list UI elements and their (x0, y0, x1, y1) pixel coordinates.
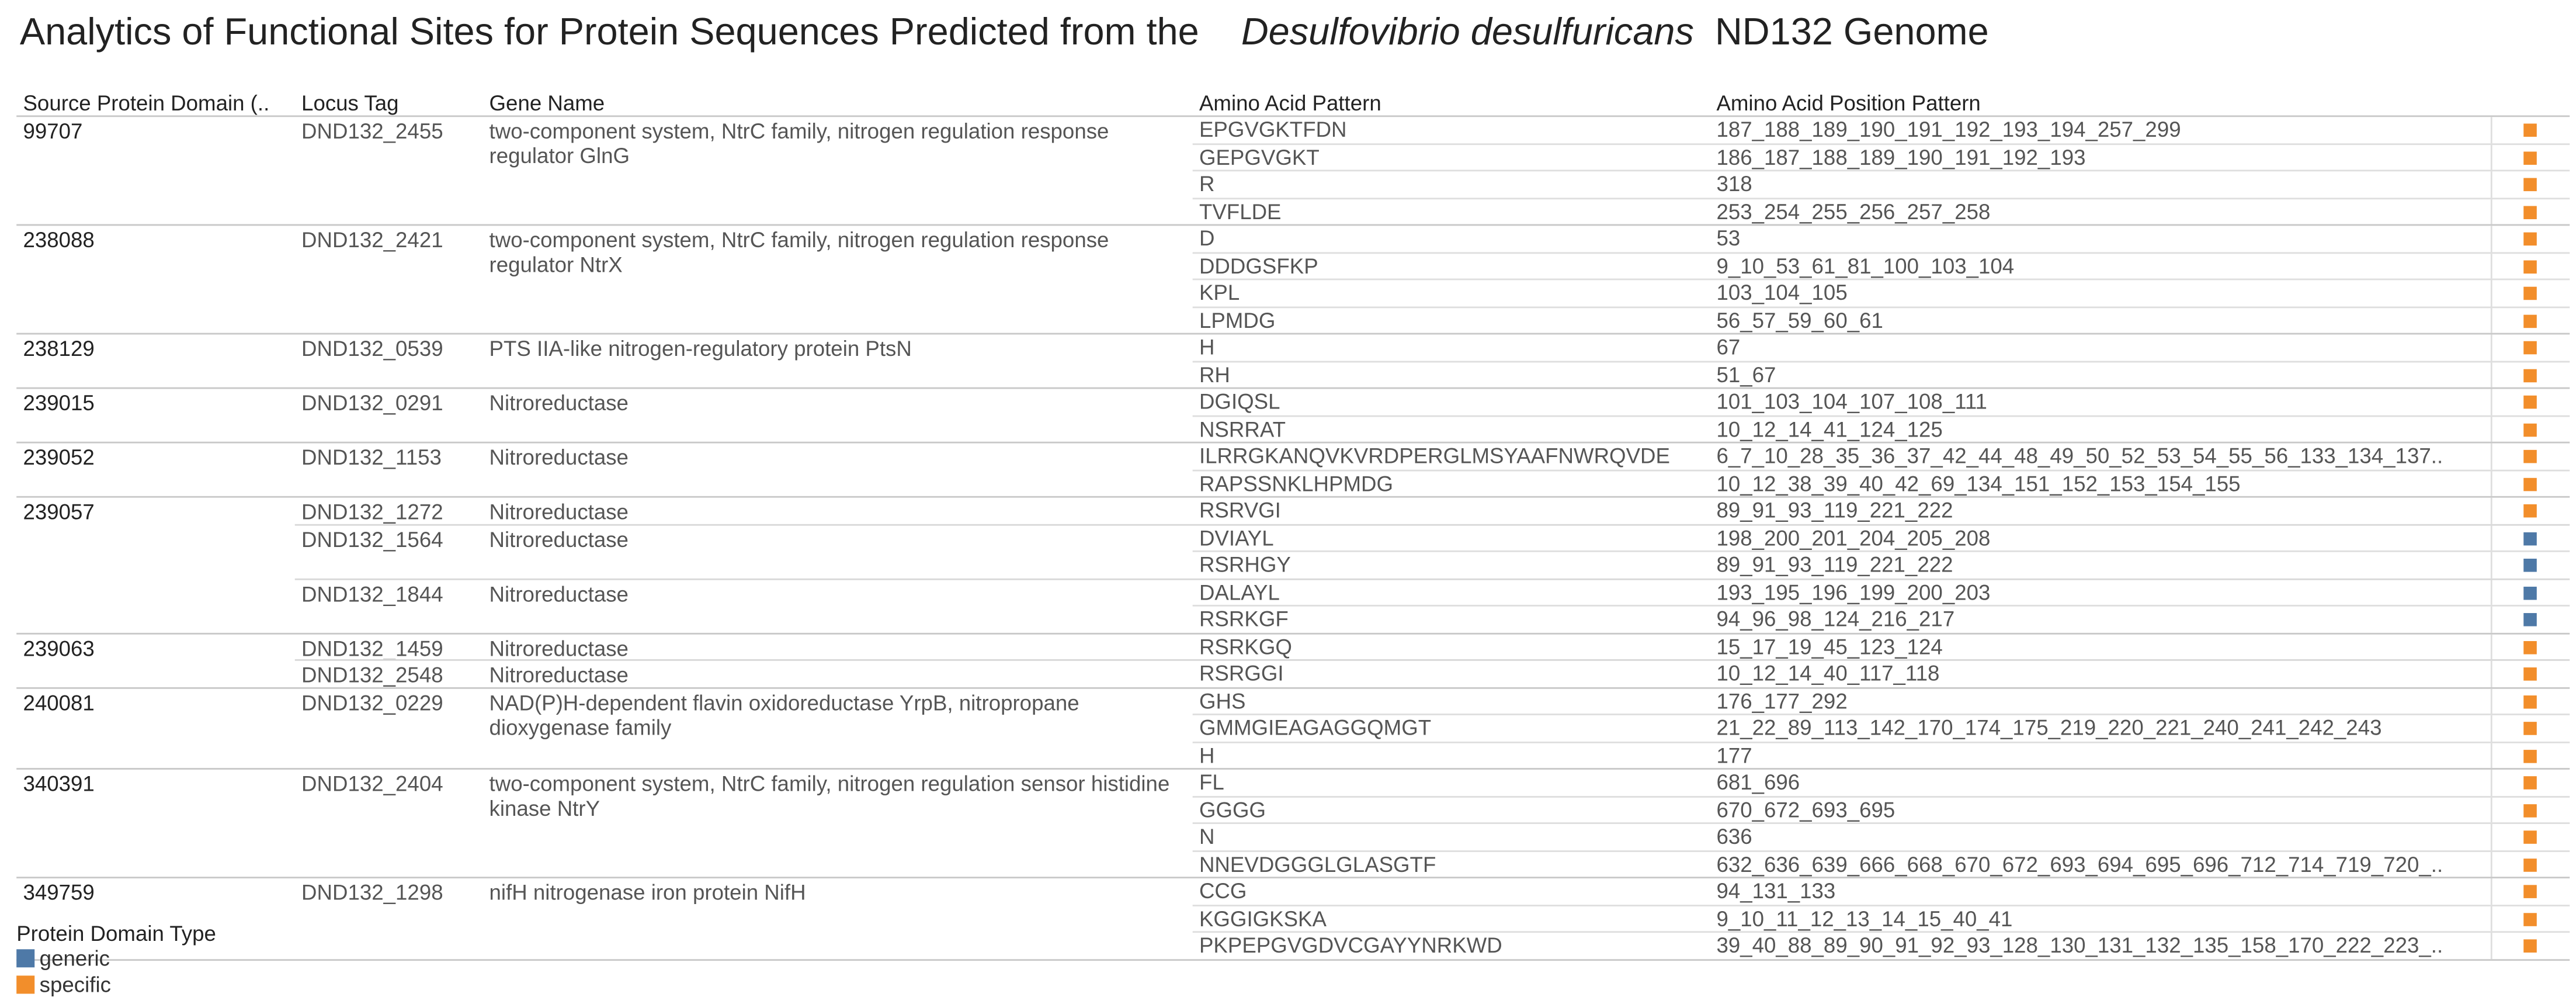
amino-acid-position-cell: 177 (1716, 742, 1752, 767)
domain-type-mark-specific[interactable] (2523, 151, 2537, 164)
domain-type-mark-specific[interactable] (2523, 641, 2537, 654)
header-gene-name[interactable]: Gene Name (489, 91, 605, 116)
locus-block (295, 878, 2570, 958)
source-domain-cell: 239063 (23, 635, 95, 660)
header-locus-tag[interactable]: Locus Tag (301, 91, 399, 116)
domain-type-mark-specific[interactable] (2523, 830, 2537, 844)
legend-swatch-generic (16, 949, 34, 967)
gene-name-cell: NAD(P)H-dependent flavin oxidoreductase YrpB, nitropropane dioxygenase family (489, 690, 1079, 739)
amino-acid-position-cell: 6_7_10_28_35_36_37_42_44_48_49_50_52_53_54_55_56_133_134_137.. (1716, 443, 2443, 468)
gene-name-cell: Nitroreductase (489, 445, 629, 470)
amino-acid-pattern-cell: GMMGIEAGAGGQMGT (1199, 715, 1432, 740)
gene-name-cell: Nitroreductase (489, 390, 629, 416)
legend-title: Protein Domain Type (16, 921, 216, 946)
amino-acid-position-cell: 10_12_14_41_124_125 (1716, 416, 1943, 441)
amino-acid-position-cell: 670_672_693_695 (1716, 797, 1895, 822)
amino-acid-pattern-cell: RH (1199, 361, 1230, 387)
domain-type-cell (2491, 797, 2571, 822)
domain-type-mark-specific[interactable] (2523, 477, 2537, 490)
locus-tag-cell: DND132_1844 (301, 581, 443, 606)
table-row[interactable] (1193, 117, 2570, 143)
table-row[interactable] (1193, 605, 2570, 632)
locus-tag-cell: DND132_2421 (301, 227, 443, 252)
table-row[interactable] (1193, 850, 2570, 877)
locus-block (295, 659, 2570, 687)
domain-type-mark-specific[interactable] (2523, 695, 2537, 708)
locus-tag-cell: DND132_2455 (301, 119, 443, 144)
domain-type-cell (2491, 770, 2571, 795)
amino-acid-pattern-cell: RSRVGI (1199, 497, 1281, 522)
locus-block (295, 389, 2570, 442)
domain-type-mark-specific[interactable] (2523, 504, 2537, 518)
domain-type-cell (2491, 525, 2571, 551)
domain-type-mark-specific[interactable] (2523, 341, 2537, 355)
locus-tag-cell: DND132_1298 (301, 880, 443, 905)
domain-type-cell (2491, 253, 2571, 279)
amino-acid-pattern-cell: GEPGVGKT (1199, 144, 1320, 169)
domain-type-cell (2491, 607, 2571, 632)
domain-type-mark-specific[interactable] (2523, 259, 2537, 273)
amino-acid-pattern-cell: DGIQSL (1199, 389, 1280, 414)
locus-block (295, 226, 2570, 333)
domain-type-mark-generic[interactable] (2523, 531, 2537, 545)
domain-type-cell (2491, 742, 2571, 768)
table-row[interactable] (1193, 579, 2570, 605)
gene-name-cell: Nitroreductase (489, 526, 629, 552)
gene-name-cell: Nitroreductase (489, 499, 629, 524)
amino-acid-pattern-cell: RSRKGF (1199, 606, 1289, 632)
source-domain-cell: 239057 (23, 499, 95, 524)
gene-name-cell: Nitroreductase (489, 635, 629, 660)
domain-type-mark-generic[interactable] (2523, 559, 2537, 572)
domain-type-cell (2491, 307, 2571, 333)
table-row[interactable] (1193, 469, 2570, 496)
amino-acid-position-cell: 94_131_133 (1716, 878, 1836, 903)
amino-acid-pattern-cell: KGGIGKSKA (1199, 905, 1327, 930)
amino-acid-pattern-cell: NNEVDGGGLGLASGTF (1199, 851, 1436, 876)
locus-block (295, 444, 2570, 496)
amino-acid-pattern-cell: RSRKGQ (1199, 633, 1292, 659)
locus-tag-cell: DND132_0291 (301, 390, 443, 416)
table-row[interactable] (1193, 878, 2570, 904)
table-row[interactable] (1193, 714, 2570, 741)
domain-type-cell (2491, 389, 2571, 415)
table-row[interactable] (1193, 197, 2570, 224)
amino-acid-position-cell: 89_91_93_119_221_222 (1716, 552, 1953, 577)
domain-group (16, 387, 2570, 442)
amino-acid-pattern-cell: KPL (1199, 280, 1240, 305)
domain-type-cell (2491, 906, 2571, 932)
source-domain-cell: 99707 (23, 119, 83, 144)
table-row[interactable] (1193, 931, 2570, 958)
amino-acid-pattern-cell: DVIAYL (1199, 525, 1274, 550)
amino-acid-pattern-cell: ILRRGKANQVKVRDPERGLMSYAAFNWRQVDE (1199, 443, 1670, 468)
title-prefix: Analytics of Functional Sites for Protein Sequences Predicted from the (19, 9, 1199, 53)
domain-group (16, 115, 2570, 224)
table-row[interactable] (1193, 822, 2570, 850)
source-domain-cell: 340391 (23, 771, 95, 797)
table-row[interactable] (1193, 143, 2570, 170)
locus-tag-cell: DND132_1272 (301, 499, 443, 524)
domain-type-mark-specific[interactable] (2523, 396, 2537, 409)
amino-acid-position-cell: 318 (1716, 171, 1752, 196)
locus-block (295, 117, 2570, 224)
amino-acid-position-cell: 15_17_19_45_123_124 (1716, 633, 1943, 659)
domain-type-mark-specific[interactable] (2523, 722, 2537, 735)
table-row[interactable] (1193, 389, 2570, 415)
amino-acid-position-cell: 636 (1716, 824, 1752, 849)
domain-group (16, 632, 2570, 686)
domain-type-mark-specific[interactable] (2523, 939, 2537, 953)
gene-name-cell: Nitroreductase (489, 662, 629, 687)
table-row[interactable] (1193, 795, 2570, 823)
amino-acid-position-cell: 56_57_59_60_61 (1716, 307, 1883, 333)
table-row[interactable] (1193, 770, 2570, 795)
domain-type-mark-specific[interactable] (2523, 287, 2537, 300)
amino-acid-pattern-cell: R (1199, 171, 1215, 196)
domain-type-cell (2491, 579, 2571, 605)
amino-acid-position-cell: 51_67 (1716, 361, 1776, 387)
amino-acid-position-cell: 10_12_14_40_117_118 (1716, 660, 1940, 686)
amino-acid-pattern-cell: DALAYL (1199, 579, 1280, 604)
gene-name-cell: PTS IIA-like nitrogen-regulatory protein PtsN (489, 336, 912, 361)
domain-type-mark-specific[interactable] (2523, 885, 2537, 898)
source-domain-cell: 349759 (23, 880, 95, 905)
locus-block (295, 633, 2570, 659)
domain-type-mark-specific[interactable] (2523, 749, 2537, 763)
domain-type-mark-specific[interactable] (2523, 178, 2537, 192)
amino-acid-position-cell: 681_696 (1716, 769, 1800, 795)
domain-type-cell (2491, 144, 2571, 170)
amino-acid-position-cell: 21_22_89_113_142_170_174_175_219_220_221_240_241_242_243 (1716, 715, 2382, 740)
domain-type-mark-specific[interactable] (2523, 667, 2537, 681)
amino-acid-position-cell: 187_188_189_190_191_192_193_194_257_299 (1716, 117, 2181, 142)
domain-type-mark-specific[interactable] (2523, 776, 2537, 790)
legend-item-specific[interactable] (16, 972, 111, 997)
domain-type-cell (2491, 878, 2571, 904)
locus-block (295, 523, 2570, 577)
amino-acid-position-cell: 67 (1716, 334, 1741, 359)
amino-acid-pattern-cell: RAPSSNKLHPMDG (1199, 470, 1394, 496)
amino-acid-pattern-cell: FL (1199, 769, 1224, 795)
locus-tag-cell: DND132_1564 (301, 526, 443, 552)
domain-type-mark-specific[interactable] (2523, 804, 2537, 817)
amino-acid-position-cell: 198_200_201_204_205_208 (1716, 525, 1991, 550)
amino-acid-position-cell: 94_96_98_124_216_217 (1716, 606, 1955, 632)
table-row[interactable] (1193, 251, 2570, 279)
domain-type-cell (2491, 715, 2571, 741)
legend-label-specific: specific (39, 972, 111, 998)
amino-acid-pattern-cell: RSRGGI (1199, 660, 1284, 686)
locus-tag-cell: DND132_1459 (301, 635, 443, 660)
amino-acid-position-cell: 39_40_88_89_90_91_92_93_128_130_131_132_135_158_170_222_223_.. (1716, 933, 2443, 958)
domain-type-cell (2491, 933, 2571, 958)
locus-tag-cell: DND132_1153 (301, 445, 442, 470)
amino-acid-position-cell: 186_187_188_189_190_191_192_193 (1716, 144, 2086, 169)
amino-acid-position-cell: 253_254_255_256_257_258 (1716, 198, 1991, 224)
amino-acid-pattern-cell: NSRRAT (1199, 416, 1286, 441)
gene-name-cell: two-component system, NtrC family, nitrogen regulation response regulator NtrX (489, 227, 1109, 277)
domain-type-cell (2491, 416, 2571, 442)
table-row[interactable] (1193, 551, 2570, 578)
domain-type-cell (2491, 633, 2571, 659)
table-row[interactable] (1193, 279, 2570, 306)
domain-type-cell (2491, 552, 2571, 578)
domain-type-mark-specific[interactable] (2523, 205, 2537, 219)
amino-acid-position-cell: 9_10_53_61_81_100_103_104 (1716, 252, 2015, 278)
amino-acid-position-cell: 193_195_196_199_200_203 (1716, 579, 1991, 604)
amino-acid-position-cell: 89_91_93_119_221_222 (1716, 497, 1953, 522)
table-row[interactable] (1193, 633, 2570, 659)
legend-swatch-specific (16, 975, 34, 993)
domain-type-mark-generic[interactable] (2523, 613, 2537, 626)
amino-acid-pattern-cell: D (1199, 226, 1215, 251)
amino-acid-pattern-cell: GHS (1199, 688, 1246, 713)
source-domain-cell: 240081 (23, 690, 95, 715)
domain-type-mark-specific[interactable] (2523, 858, 2537, 871)
title-species: Desulfovibrio desulfuricans (1241, 9, 1694, 53)
domain-group (16, 687, 2570, 768)
amino-acid-position-cell: 10_12_38_39_40_42_69_134_151_152_153_154_155 (1716, 470, 2241, 496)
header-amino-acid-position-pattern[interactable]: Amino Acid Position Pattern (1716, 91, 1981, 116)
chart-title (20, 8, 1989, 54)
title-suffix: ND132 Genome (1714, 9, 1989, 53)
gene-name-cell: two-component system, NtrC family, nitrogen regulation response regulator GlnG (489, 119, 1109, 168)
domain-type-mark-specific[interactable] (2523, 233, 2537, 246)
locus-block (295, 498, 2570, 524)
locus-tag-cell: DND132_0229 (301, 690, 443, 715)
source-domain-cell: 239015 (23, 390, 95, 416)
locus-block (295, 688, 2570, 768)
gene-name-cell: nifH nitrogenase iron protein NifH (489, 880, 806, 905)
domain-type-mark-specific[interactable] (2523, 912, 2537, 926)
locus-block (295, 770, 2570, 877)
table-row[interactable] (1193, 169, 2570, 197)
amino-acid-pattern-cell: CCG (1199, 878, 1247, 903)
source-domain-cell: 238129 (23, 336, 95, 361)
domain-type-cell (2491, 362, 2571, 387)
amino-acid-position-cell: 103_104_105 (1716, 280, 1848, 305)
legend-item-generic[interactable] (16, 946, 110, 971)
table-row[interactable] (1193, 525, 2570, 551)
source-domain-cell: 238088 (23, 227, 95, 252)
table-row[interactable] (1193, 688, 2570, 714)
header-amino-acid-pattern[interactable]: Amino Acid Pattern (1199, 91, 1381, 116)
domain-type-mark-generic[interactable] (2523, 586, 2537, 600)
amino-acid-pattern-cell: RSRHGY (1199, 552, 1291, 577)
amino-acid-pattern-cell: DDDGSFKP (1199, 252, 1318, 278)
domain-group (16, 768, 2570, 877)
table-row[interactable] (1193, 360, 2570, 387)
domain-type-cell (2491, 470, 2571, 496)
domain-type-mark-specific[interactable] (2523, 450, 2537, 463)
amino-acid-position-cell: 101_103_104_107_108_111 (1716, 389, 1987, 414)
source-domain-cell: 239052 (23, 445, 95, 470)
amino-acid-pattern-cell: N (1199, 824, 1215, 849)
gene-name-cell: Nitroreductase (489, 581, 629, 606)
amino-acid-pattern-cell: PKPEPGVGDVCGAYYNRKWD (1199, 933, 1502, 958)
amino-acid-pattern-cell: H (1199, 742, 1215, 767)
domain-group (16, 442, 2570, 496)
domain-type-cell (2491, 444, 2571, 469)
amino-acid-pattern-cell: LPMDG (1199, 307, 1276, 333)
locus-block (295, 577, 2570, 632)
table-row[interactable] (1193, 904, 2570, 932)
domain-type-cell (2491, 171, 2571, 197)
domain-group (16, 333, 2570, 387)
domain-type-cell (2491, 280, 2571, 306)
domain-type-cell (2491, 117, 2571, 143)
domain-type-mark-specific[interactable] (2523, 124, 2537, 137)
locus-block (295, 334, 2570, 387)
domain-group (16, 877, 2570, 958)
locus-tag-cell: DND132_2404 (301, 771, 443, 797)
table-row[interactable] (1193, 741, 2570, 768)
gene-name-cell: two-component system, NtrC family, nitrogen regulation sensor histidine kinase NtrY (489, 771, 1170, 821)
amino-acid-pattern-cell: GGGG (1199, 797, 1266, 822)
amino-acid-position-cell: 53 (1716, 226, 1741, 251)
domain-type-cell (2491, 334, 2571, 360)
amino-acid-position-cell: 9_10_11_12_13_14_15_40_41 (1716, 905, 2013, 930)
domain-type-cell (2491, 851, 2571, 877)
domain-type-cell (2491, 226, 2571, 251)
domain-type-cell (2491, 688, 2571, 714)
table-row[interactable] (1193, 444, 2570, 469)
table-row[interactable] (1193, 498, 2570, 524)
table-row[interactable] (1193, 334, 2570, 360)
data-table (16, 115, 2570, 960)
amino-acid-pattern-cell: TVFLDE (1199, 198, 1282, 224)
domain-type-mark-specific[interactable] (2523, 423, 2537, 436)
domain-type-cell (2491, 199, 2571, 224)
domain-type-mark-specific[interactable] (2523, 314, 2537, 327)
legend-label-generic: generic (39, 946, 110, 971)
table-row[interactable] (1193, 226, 2570, 251)
table-row[interactable] (1193, 414, 2570, 442)
domain-type-cell (2491, 498, 2571, 524)
amino-acid-position-cell: 632_636_639_666_668_670_672_693_694_695_696_712_714_719_720_.. (1716, 851, 2443, 876)
locus-tag-cell: DND132_0539 (301, 336, 443, 361)
locus-tag-cell: DND132_2548 (301, 662, 443, 687)
amino-acid-position-cell: 176_177_292 (1716, 688, 1848, 713)
domain-type-cell (2491, 824, 2571, 850)
table-row[interactable] (1193, 661, 2570, 687)
amino-acid-pattern-cell: EPGVGKTFDN (1199, 117, 1347, 142)
amino-acid-pattern-cell: H (1199, 334, 1215, 359)
table-row[interactable] (1193, 306, 2570, 333)
domain-type-mark-specific[interactable] (2523, 368, 2537, 382)
header-source-domain[interactable]: Source Protein Domain (.. (23, 91, 270, 116)
domain-type-cell (2491, 661, 2571, 687)
domain-group (16, 496, 2570, 632)
domain-group (16, 224, 2570, 333)
